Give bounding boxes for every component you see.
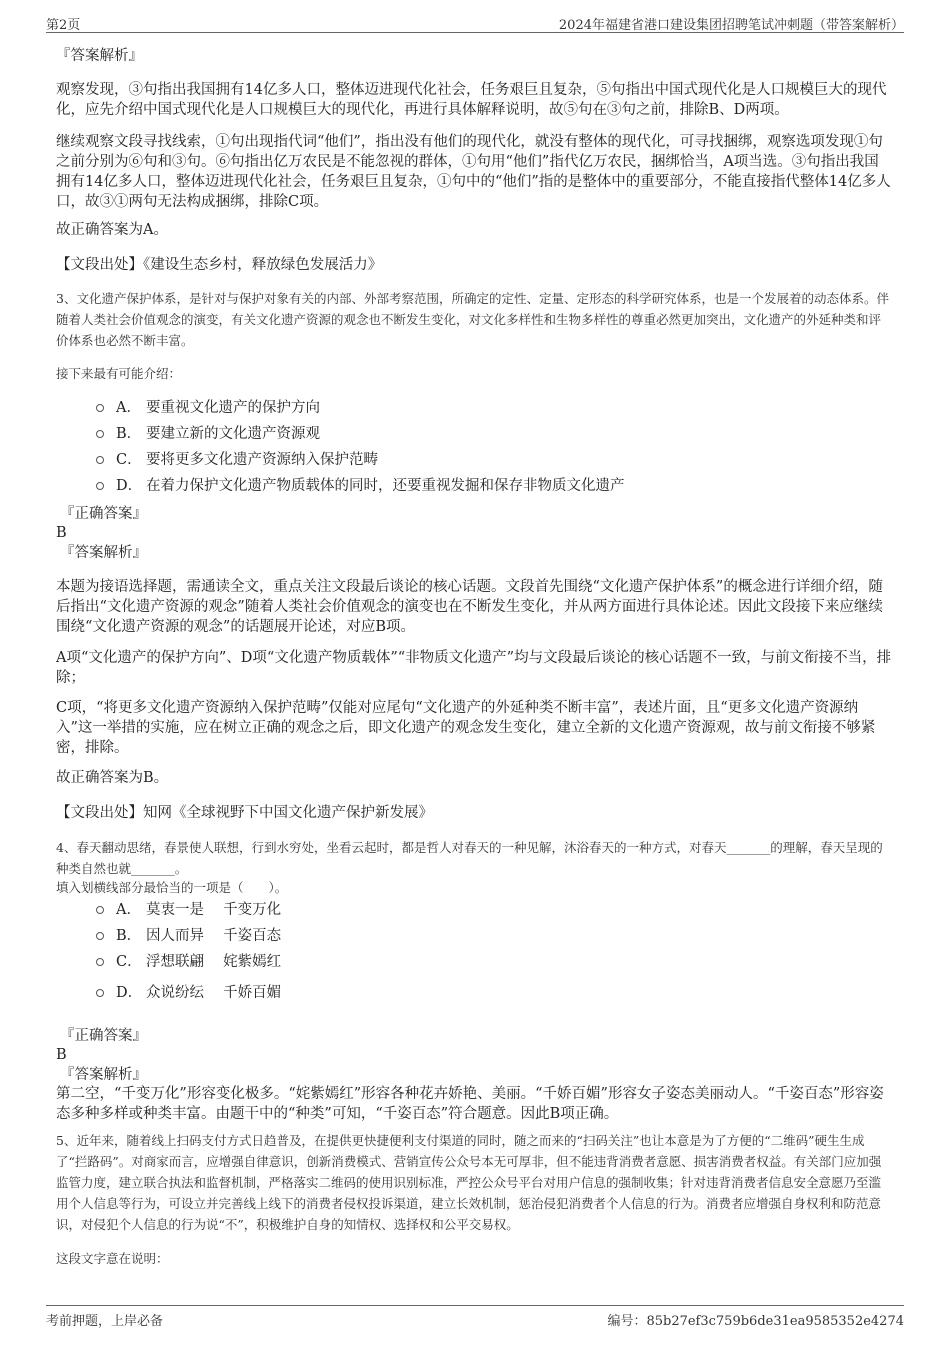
analysis-tag: 『答案解析』 <box>60 545 147 561</box>
analysis-paragraph: A项“文化遗产的保护方向”、D项“文化遗产物质载体”“非物质文化遗产”均与文段最后谈论的核心话题不一致，与前文衔接不当，排除； <box>56 650 892 686</box>
option-list <box>56 398 892 496</box>
page-footer <box>46 1305 904 1329</box>
correct-answer-tag: 『正确答案』 <box>60 1028 147 1044</box>
option-d[interactable]: D． 在着力保护文化遗产物质载体的同时，还要重视发掘和保存非物质文化遗产 <box>56 476 892 496</box>
option-a[interactable]: A． 莫衷一是 千变万化 <box>56 900 892 920</box>
option-d[interactable]: D． 众说纷纭 千娇百媚 <box>56 983 892 1003</box>
conclusion: 故正确答案为A。 <box>56 222 168 238</box>
page-header <box>46 12 904 33</box>
source-citation: 【文段出处】《建设生态乡村，释放绿色发展活力》 <box>56 257 383 273</box>
analysis-paragraph: 第二空，“千变万化”形容变化极多。“姹紫嫣红”形容各种花卉娇艳、美丽。“千娇百媚”形容女子姿态美丽动人。“千姿百态”形容姿态多种多样或种类丰富。由题干中的“种类”可知，“千姿百态”符合题意。因此B项正确。 <box>56 1086 884 1122</box>
radio-icon[interactable] <box>96 989 104 997</box>
question-prompt: 这段文字意在说明： <box>56 1251 169 1266</box>
radio-icon[interactable] <box>96 958 104 966</box>
radio-icon[interactable] <box>96 906 104 914</box>
question-prompt: 填入划横线部分最恰当的一项是（ ）。 <box>56 880 288 895</box>
footer-slogan: 考前押题，上岸必备 <box>46 1314 164 1329</box>
analysis-paragraph: 继续观察文段寻找线索，①句出现指代词“他们”，指出没有他们的现代化，就没有整体的现代化，可寻找捆绑，观察选项发现①句之前分别为⑥句和③句。⑥句指出亿万农民是不能忽视的群体，①句用“他们”指代亿万农民，捆绑恰当，A项当选。③句指出我国拥有14亿多人口，整体迈进现代化社会，任务艰巨且复杂，①句中的“他们”指的是整体中的重要部分，不能直接指代整体14亿多人口，故③①两句无法构成捆绑，排除C项。 <box>56 134 891 210</box>
document-title: 2024年福建省港口建设集团招聘笔试冲刺题（带答案解析） <box>558 18 904 33</box>
option-b[interactable]: B． 要建立新的文化遗产资源观 <box>56 424 892 444</box>
correct-answer-tag: 『正确答案』 <box>60 506 147 522</box>
analysis-tag: 『答案解析』 <box>60 1067 147 1083</box>
question-stem: 3、文化遗产保护体系，是针对与保护对象有关的内部、外部考察范围，所确定的定性、定量、定形态的科学研究体系，也是一个发展着的动态体系。伴随着人类社会价值观念的演变，有关文化遗产资源的观念也不断发生变化，对文化多样性和生物多样性的尊重必然更加突出，文化遗产的外延种类和评价体系也必然不断丰富。 <box>56 291 889 348</box>
option-c[interactable]: C． 要将更多文化遗产资源纳入保护范畴 <box>56 450 892 470</box>
question-prompt: 接下来最有可能介绍： <box>56 366 182 381</box>
radio-icon[interactable] <box>96 456 104 464</box>
document-id: 编号：85b27ef3c759b6de31ea9585352e4274 <box>607 1314 904 1329</box>
correct-answer: B <box>56 1047 67 1063</box>
analysis-paragraph: C项，“将更多文化遗产资源纳入保护范畴”仅能对应尾句“文化遗产的外延种类不断丰富”，表述片面，且“更多文化遗产资源纳入”这一举措的实施，应在树立正确的观念之后，即文化遗产的观念发生变化，建立全新的文化遗产资源观，故与前文衔接不够紧密，排除。 <box>56 700 876 756</box>
radio-icon[interactable] <box>96 482 104 490</box>
radio-icon[interactable] <box>96 430 104 438</box>
radio-icon[interactable] <box>96 404 104 412</box>
option-c[interactable]: C． 浮想联翩 姹紫嫣红 <box>56 952 892 972</box>
analysis-paragraph: 观察发现，③句指出我国拥有14亿多人口，整体迈进现代化社会，任务艰巨且复杂，⑤句指出中国式现代化是人口规模巨大的现代化，应先介绍中国式现代化是人口规模巨大的现代化，再进行具体解释说明，故⑤句在③句之前，排除B、D两项。 <box>56 82 887 118</box>
conclusion: 故正确答案为B。 <box>56 770 169 786</box>
question-stem: 4、春天翻动思绪，春景使人联想，行到水穷处，坐看云起时，都是哲人对春天的一种见解，沐浴春天的一种方式，对春天_______的理解，春天呈现的种类自然也就_______。 <box>56 840 883 876</box>
option-b[interactable]: B． 因人而异 千姿百态 <box>56 926 892 946</box>
analysis-paragraph: 本题为接语选择题，需通读全文，重点关注文段最后谈论的核心话题。文段首先围绕“文化遗产保护体系”的概念进行详细介绍，随后指出“文化遗产资源的观念”随着人类社会价值观念的演变也在不断发生变化，并从两方面进行具体论述。因此文段接下来应继续围绕“文化遗产资源的观念”的话题展开论述，对应B项。 <box>56 579 883 635</box>
option-list <box>56 900 892 1003</box>
question-stem: 5、近年来，随着线上扫码支付方式日趋普及，在提供更快捷便利支付渠道的同时，随之而来的“扫码关注”也让本意是为了方便的“二维码”硬生生成了“拦路码”。对商家而言，应增强自律意识，创新消费模式、营销宣传公众号本无可厚非，但不能违背消费者意愿、损害消费者权益。有关部门应加强监管力度，建立联合执法和监督机制，严格落实二维码的使用识别标准，严控公众号平台对用户信息的强制收集；针对违背消费者信息安全意愿乃至滥用个人信息等行为，可设立并完善线上线下的消费者侵权投诉渠道，建立长效机制，惩治侵犯消费者个人信息的行为。消费者应增强自身权利和防范意识，对侵犯个人信息的行为说“不”，积极维护自身的知情权、选择权和公平交易权。 <box>56 1133 882 1232</box>
radio-icon[interactable] <box>96 932 104 940</box>
page-number: 第2页 <box>46 18 81 33</box>
option-a[interactable]: A． 要重视文化遗产的保护方向 <box>56 398 892 418</box>
analysis-tag: 『答案解析』 <box>56 48 143 64</box>
correct-answer: B <box>56 525 67 541</box>
source-citation: 【文段出处】知网《全球视野下中国文化遗产保护新发展》 <box>56 805 433 821</box>
